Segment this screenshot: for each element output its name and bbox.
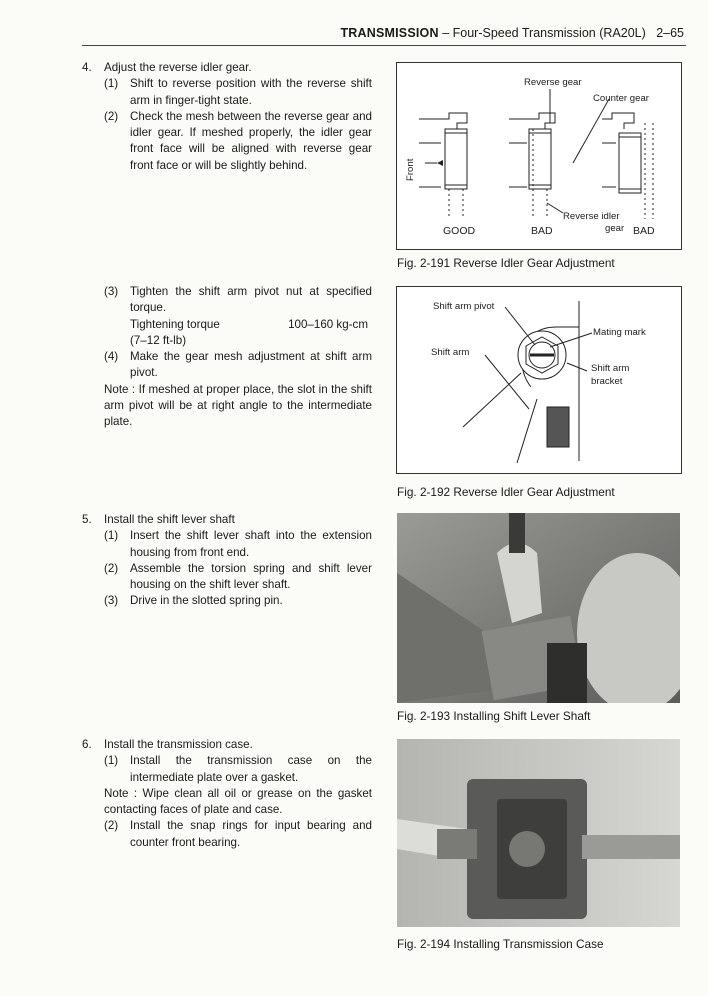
torque-alt: (7–12 ft-lb) xyxy=(130,333,187,347)
step-5-sub-3: (3) Drive in the slotted spring pin. xyxy=(104,594,283,608)
reverse-idler-gear-diagram xyxy=(397,63,681,249)
step-5-sub-1: (1) Insert the shift lever shaft into the extension housing from front end. xyxy=(104,529,372,559)
step-5-sub-2: (2) Assemble the torsion spring and shift lever housing on the shift lever shaft. xyxy=(104,561,372,592)
header-subtitle: – Four-Speed Transmission (RA20L) xyxy=(442,26,646,40)
torque-label: Tightening torque xyxy=(130,317,220,331)
photo-installing-shift-lever-shaft xyxy=(397,513,680,703)
step-5-title: Install the shift lever shaft xyxy=(104,513,235,526)
label-front: Front xyxy=(405,158,416,181)
step-4-note: Note : If meshed at proper place, the slot in the shift arm pivot will be at right angle to the intermediate plate. xyxy=(104,382,372,429)
label-bad-1: BAD xyxy=(531,225,553,237)
label-bracket-line-1: Shift arm xyxy=(591,363,630,374)
label-bad-2: BAD xyxy=(633,225,655,237)
figure-193-caption: Fig. 2-193 Installing Shift Lever Shaft xyxy=(397,709,591,723)
label-shift-arm-pivot: Shift arm pivot xyxy=(433,301,495,312)
step-6-sub-2: (2) Install the snap rings for input bearing and counter front bearing. xyxy=(104,819,372,849)
step-5 xyxy=(82,512,372,610)
step-4-title: Adjust the reverse idler gear. xyxy=(104,61,252,74)
label-bracket-line-2: bracket xyxy=(591,376,623,387)
figure-194-caption: Fig. 2-194 Installing Transmission Case xyxy=(397,937,604,951)
step-4 xyxy=(82,60,372,174)
step-4-sub-3: (3) Tighten the shift arm pivot nut at specified torque. Tightening torque 100–160 kg-cm (7–12 ft-lb) xyxy=(104,284,372,349)
label-mating-mark: Mating mark xyxy=(593,327,646,338)
torque-value: 100–160 kg-cm xyxy=(288,317,368,331)
header-title: TRANSMISSION xyxy=(340,26,439,40)
note-label: Note : xyxy=(104,382,136,396)
figure-192 xyxy=(396,286,682,474)
step-4-number: 4. xyxy=(82,61,92,74)
page-header xyxy=(340,26,684,40)
step-6-title: Install the transmission case. xyxy=(104,738,253,751)
photo-installing-transmission-case xyxy=(397,739,680,927)
figure-191 xyxy=(396,62,682,250)
step-6 xyxy=(82,737,372,851)
label-counter-gear: Counter gear xyxy=(593,93,649,104)
step-4-sub-1: (1) Shift to reverse position with the reverse shift arm in finger-tight state. xyxy=(104,77,372,107)
figure-192-caption: Fig. 2-192 Reverse Idler Gear Adjustment xyxy=(397,485,615,499)
figure-191-caption: Fig. 2-191 Reverse Idler Gear Adjustment xyxy=(397,256,615,270)
label-reverse-gear: Reverse gear xyxy=(524,77,582,88)
shift-arm-pivot-diagram xyxy=(397,287,681,473)
torque-spec xyxy=(130,317,372,333)
label-shift-arm: Shift arm xyxy=(431,347,470,358)
step-6-note: Note : Wipe clean all oil or grease on the gasket contacting faces of plate and case. xyxy=(104,786,372,817)
step-6-sub-1: (1) Install the transmission case on the intermediate plate over a gasket. xyxy=(104,754,372,784)
label-good: GOOD xyxy=(443,225,476,237)
step-4-continued xyxy=(82,284,372,431)
step-5-number: 5. xyxy=(82,513,92,526)
label-reverse-idler: Reverse idler xyxy=(563,211,620,222)
step-4-sub-4: (4) Make the gear mesh adjustment at shift arm pivot. xyxy=(104,350,372,380)
note-label: Note : xyxy=(104,786,138,800)
label-gear: gear xyxy=(605,223,625,234)
step-6-number: 6. xyxy=(82,738,92,751)
step-4-sub-2: (2) Check the mesh between the reverse gear and idler gear. If meshed properly, the idler gear front face will be aligned with reverse gear front face or will be slightly behind. xyxy=(104,109,372,172)
header-rule xyxy=(82,45,686,46)
page-number: 2–65 xyxy=(656,26,684,40)
